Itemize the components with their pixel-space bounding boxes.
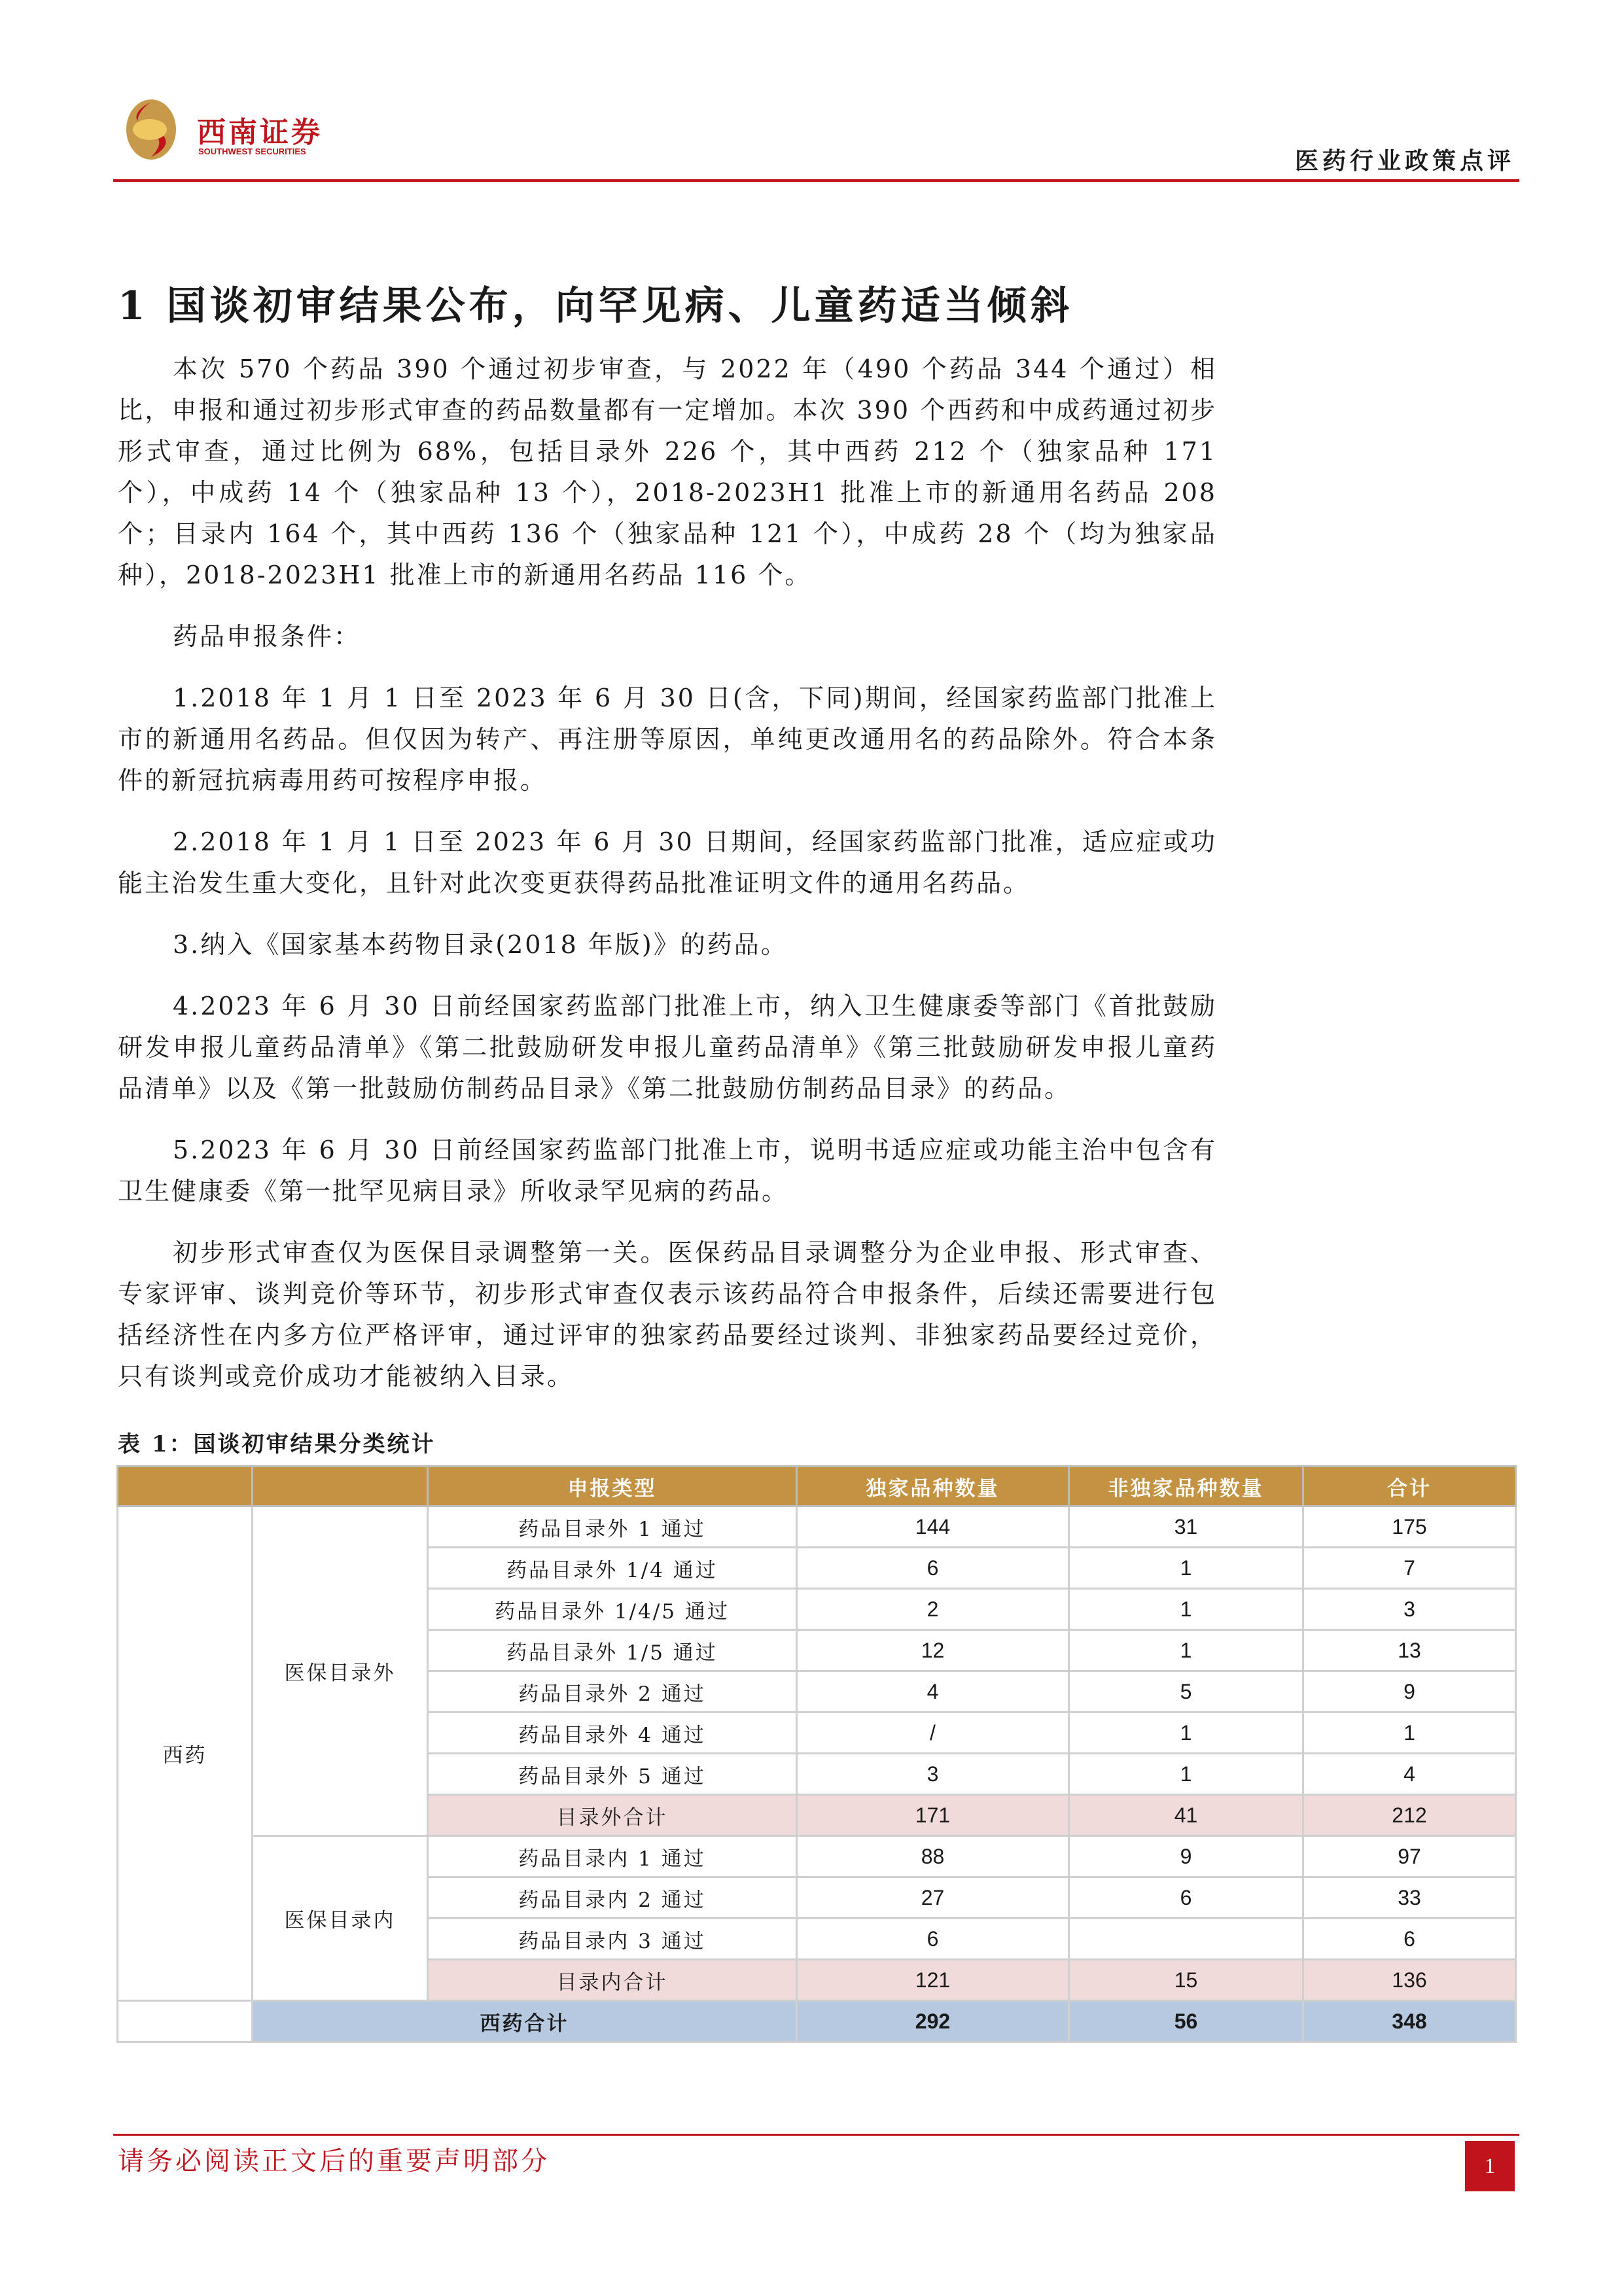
value-cell: 97 [1303,1836,1516,1877]
column-header [253,1467,428,1506]
value-cell: 41 [1069,1795,1303,1836]
total-label: 西药合计 [253,2001,797,2042]
paragraph: 初步形式审查仅为医保目录调整第一关。医保药品目录调整分为企业申报、形式审查、专家评审、谈判竞价等环节，初步形式审查仅表示该药品符合申报条件，后续还需要进行包括经济性在内多方位严格评审，通过评审的独家药品要经过谈判、非独家药品要经过竞价，只有谈判或竞价成功才能被纳入目录。 [118,1238,1217,1391]
value-cell: 4 [797,1671,1069,1713]
empty-cell [118,2001,253,2042]
type-cell: 药品目录内 1 通过 [428,1836,797,1877]
table-row [118,1506,1516,1548]
company-logo [125,98,334,164]
body-text [118,349,1217,1418]
type-cell: 药品目录内 3 通过 [428,1919,797,1960]
type-cell: 药品目录外 4 通过 [428,1713,797,1754]
logo-text-en: SOUTHWEST SECURITIES [198,147,306,156]
type-cell: 药品目录外 1/4/5 通过 [428,1589,797,1630]
header-divider [113,179,1519,182]
total-row [118,2001,1516,2042]
column-header: 合计 [1303,1467,1516,1506]
section-heading: 1 国谈初审结果公布，向罕见病、儿童药适当倾斜 [118,283,1074,329]
paragraph: 药品申报条件： [173,622,361,651]
value-cell: 3 [1303,1589,1516,1630]
value-cell: 4 [1303,1754,1516,1795]
group-cell: 医保目录外 [253,1506,428,1836]
value-cell: 144 [797,1506,1069,1548]
total-value: 56 [1069,2001,1303,2042]
column-header: 非独家品种数量 [1069,1467,1303,1506]
footer-disclaimer: 请务必阅读正文后的重要声明部分 [118,2146,550,2176]
table-header-row [118,1467,1516,1506]
type-cell: 目录内合计 [428,1960,797,2001]
value-cell: 1 [1069,1630,1303,1671]
value-cell: 88 [797,1836,1069,1877]
value-cell [1069,1919,1303,1960]
paragraph: 5.2023 年 6 月 30 日前经国家药监部门批准上市，说明书适应症或功能主治中包含有卫生健康委《第一批罕见病目录》所收录罕见病的药品。 [118,1136,1217,1206]
value-cell: 3 [797,1754,1069,1795]
value-cell: 6 [797,1919,1069,1960]
type-cell: 药品目录外 1/4 通过 [428,1548,797,1589]
value-cell: 1 [1069,1589,1303,1630]
type-cell: 目录外合计 [428,1795,797,1836]
footer-divider [113,2134,1519,2136]
value-cell: 9 [1069,1836,1303,1877]
paragraph: 2.2018 年 1 月 1 日至 2023 年 6 月 30 日期间，经国家药监部门批准，适应症或功能主治发生重大变化，且针对此次变更获得药品批准证明文件的通用名药品。 [118,827,1217,897]
value-cell: 121 [797,1960,1069,2001]
total-value: 348 [1303,2001,1516,2042]
results-table [116,1465,1517,2043]
type-cell: 药品目录外 2 通过 [428,1671,797,1713]
value-cell: 12 [797,1630,1069,1671]
value-cell: 6 [797,1548,1069,1589]
value-cell: 136 [1303,1960,1516,2001]
total-value: 292 [797,2001,1069,2042]
value-cell: 212 [1303,1795,1516,1836]
type-cell: 药品目录外 1/5 通过 [428,1630,797,1671]
paragraph: 本次 570 个药品 390 个通过初步审查，与 2022 年（490 个药品 344 个通过）相比，申报和通过初步形式审查的药品数量都有一定增加。本次 390 个西药和中成药通过初步形式审查，通过比例为 68%，包括目录外 226 个，其中西药 212 个（独家品种 171 个），中成药 14 个（独家品种 13 个），2018-2023H1 批准上市的新通用名药品 208 个；目录内 164 个，其中西药 136 个（独家品种 121 个），中成药 28 个（均为独家品种），2018-2023H1 批准上市的新通用名药品 116 个。 [118,355,1217,589]
category-cell: 西药 [118,1506,253,2001]
paragraph: 1.2018 年 1 月 1 日至 2023 年 6 月 30 日(含，下同)期间，经国家药监部门批准上市的新通用名药品。但仅因为转产、再注册等原因，单纯更改通用名的药品除外。符合本条件的新冠抗病毒用药可按程序申报。 [118,684,1217,795]
group-cell: 医保目录内 [253,1836,428,2001]
column-header: 申报类型 [428,1467,797,1506]
table-row [118,1836,1516,1877]
paragraph: 3.纳入《国家基本药物目录(2018 年版)》的药品。 [173,930,788,959]
value-cell: 15 [1069,1960,1303,2001]
value-cell: 2 [797,1589,1069,1630]
column-header [118,1467,253,1506]
value-cell: 175 [1303,1506,1516,1548]
logo-text-cn: 西南证券 [197,116,323,149]
value-cell: 1 [1069,1548,1303,1589]
value-cell: 33 [1303,1877,1516,1919]
value-cell: 171 [797,1795,1069,1836]
value-cell: 1 [1069,1713,1303,1754]
value-cell: 1 [1303,1713,1516,1754]
value-cell: 6 [1069,1877,1303,1919]
value-cell: 7 [1303,1548,1516,1589]
value-cell: 27 [797,1877,1069,1919]
value-cell: / [797,1713,1069,1754]
logo-mark-icon [125,98,177,161]
type-cell: 药品目录内 2 通过 [428,1877,797,1919]
table-caption: 表 1：国谈初审结果分类统计 [118,1431,436,1457]
value-cell: 31 [1069,1506,1303,1548]
value-cell: 13 [1303,1630,1516,1671]
value-cell: 6 [1303,1919,1516,1960]
value-cell: 9 [1303,1671,1516,1713]
page-number: 1 [1465,2141,1515,2191]
paragraph: 4.2023 年 6 月 30 日前经国家药监部门批准上市，纳入卫生健康委等部门《首批鼓励研发申报儿童药品清单》《第二批鼓励研发申报儿童药品清单》《第三批鼓励研发申报儿童药品清单》以及《第一批鼓励仿制药品目录》《第二批鼓励仿制药品目录》的药品。 [118,992,1217,1103]
column-header: 独家品种数量 [797,1467,1069,1506]
value-cell: 5 [1069,1671,1303,1713]
type-cell: 药品目录外 5 通过 [428,1754,797,1795]
report-type: 医药行业政策点评 [1294,147,1515,175]
type-cell: 药品目录外 1 通过 [428,1506,797,1548]
value-cell: 1 [1069,1754,1303,1795]
